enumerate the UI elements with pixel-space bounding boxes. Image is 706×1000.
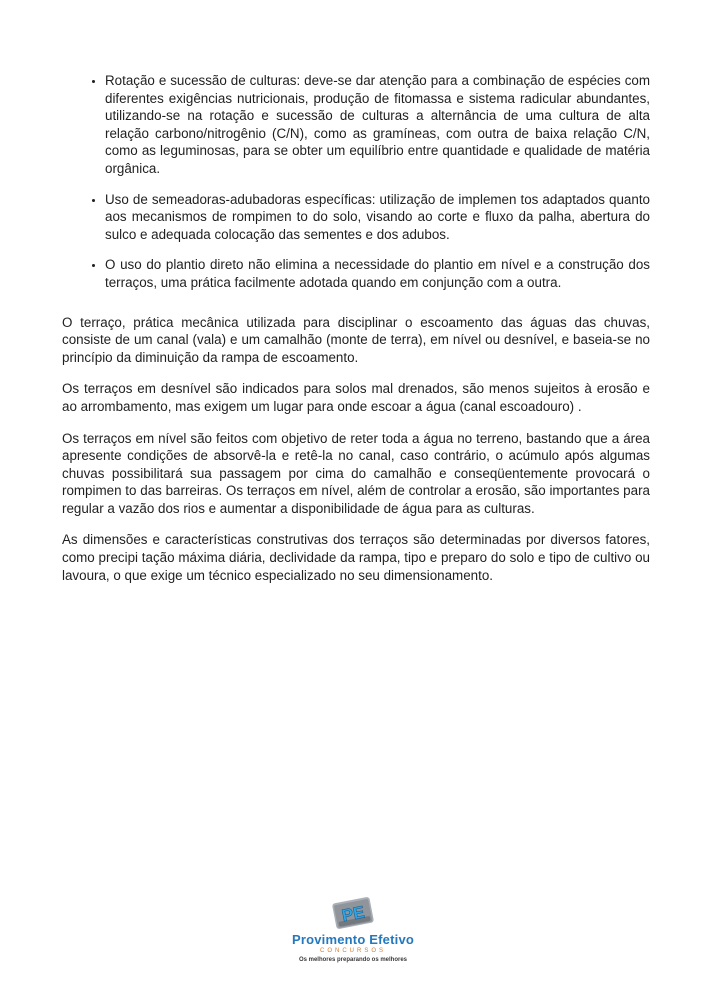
- paragraph-dimensoes: As dimensões e características construtivas dos terraços são determinadas por diversos fatores, como precipi tação máxima diária, declividade da rampa, tipo e preparo do solo e tipo de cultivo ou lavoura, o que exige um técnico especializado no seu dimensionamento.: [62, 532, 650, 583]
- logo-brand-text: Provimento Efetivo: [291, 932, 415, 947]
- bullet-list: [62, 72, 650, 292]
- logo-division-text: CONCURSOS: [319, 948, 386, 954]
- paragraph-terracos-desnivel: Os terraços em desnível são indicados para solos mal drenados, são menos sujeitos à erosão e ao arrombamento, mas exigem um lugar para onde escoar a água (canal escoadouro) .: [62, 381, 650, 414]
- logo-tagline-text: Os melhores preparando os melhores: [298, 957, 408, 963]
- list-item: [105, 191, 650, 244]
- provimento-efetivo-logo-icon: [326, 893, 380, 935]
- bullet-text: Rotação e sucessão de culturas: deve-se dar atenção para a combinação de espécies com diferentes exigências nutricionais, produção de fitomassa e sistema radicular abundantes, utilizando-se na rotação e sucessão de culturas a alternância de uma cultura de alta relação carbono/nitrogênio (C/N), como as gramíneas, com outra de baixa relação C/N, como as leguminosas, para se obter um equilíbrio entre quantidade e qualidade de matéria orgânica.: [105, 73, 650, 176]
- logo-monogram: PE: [340, 902, 367, 926]
- paragraph-terraco-definicao: O terraço, prática mecânica utilizada para disciplinar o escoamento das águas das chuvas, consiste de um canal (vala) e um camalhão (monte de terra), em nível ou desnível, e baseia-se no princípio da diminuição da rampa de escoamento.: [62, 314, 650, 365]
- list-item: [105, 72, 650, 178]
- bullet-text: O uso do plantio direto não elimina a necessidade do plantio em nível e a construção dos terraços, uma prática facilmente adotada quando em conjunção com a outra.: [105, 257, 650, 290]
- document-content: [62, 72, 650, 598]
- list-item: [105, 256, 650, 291]
- bullet-text: Uso de semeadoras-adubadoras específicas: utilização de implemen tos adaptados quanto aos mecanismos de rompimen to do solo, visando ao corte e fluxo da palha, abertura do sulco e adequada colocação das sementes e dos adubos.: [105, 191, 650, 242]
- paragraph-terracos-nivel: Os terraços em nível são feitos com objetivo de reter toda a água no terreno, bastando que a área apresente condições de absorvê-la e retê-la no canal, caso contrário, o acúmulo após algumas chuvas possibilitará sua passagem por cima do camalhão e conseqüentemente provocará o rompimen to das barreiras. Os terraços em nível, além de controlar a erosão, são importantes para regular a vazão dos rios e aumentar a disponibilidade de água para as culturas.: [62, 430, 650, 516]
- footer-logo: [0, 893, 706, 964]
